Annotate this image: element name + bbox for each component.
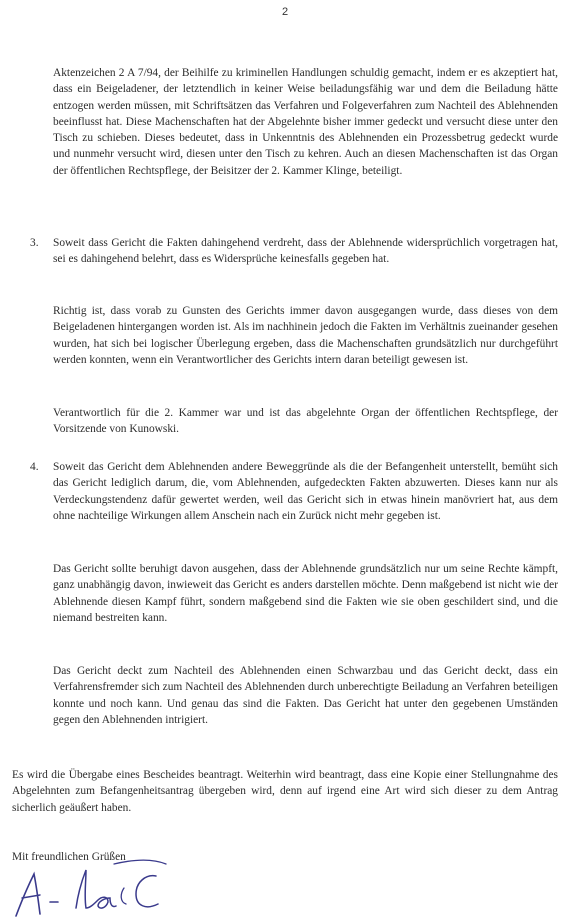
page-number: 2 [281,6,289,18]
paragraph-verantwortlich: Verantwortlich für die 2. Kammer war und ist das abgelehnte Organ der öffentlichen Rechtspflege, der Vorsitzende von Kunowski. [53,407,558,436]
item-3-text: Soweit dass Gericht die Fakten dahingehend verdreht, dass der Ablehnende widersprüchlich vorgetragen hat, sei es dahingehend belehrt, dass es Widersprüche keinesfalls gegeben hat. [53,237,558,266]
paragraph-intro: Aktenzeichen 2 A 7/94, der Beihilfe zu kriminellen Handlungen schuldig gemacht, indem er es akzeptiert hat, dass ein Beigeladener, der letztendlich in keiner Weise beiladungsfähig war und dem die Beiladung hätte entzogen werden müssen, mit Schriftsätzen das Verfahren und Folgeverfahren zum Nachteil des Ablehnenden beeinflusst hat. Diese Machenschaften hat der Abgelehnte bisher immer gedeckt und versucht diese unter den Tisch zu schieben. Dieses bedeutet, dass in Unkenntnis des Ablehnenden ein Prozessbetrug gedeckt wurde und nunmehr versucht wird, diesen unter den Tisch zu kehren. Auch an diesen Machenschaften ist das Organ der öffentlichen Rechtspflege, der Beisitzer der 2. Kammer Klinge, beteiligt. [53,67,558,177]
item-4-number: 4. [30,461,39,473]
item-4-text: Soweit das Gericht dem Ablehnenden andere Beweggründe als die der Befangenheit unterstellt, bemüht sich das Gericht lediglich darum, die, vom Ablehnenden, aufgedeckten Fakten abzuwerten. Dieses kann nur als Verdeckungstendenz dafür gewertet werden, weil das Gericht sich in etwas hinein manövriert hat, aus dem ohne nachteilige Wirkungen allem Anschein nach ein Zurück nicht mehr gegeben ist. [53,461,558,522]
paragraph-antrag: Es wird die Übergabe eines Bescheides beantragt. Weiterhin wird beantragt, dass eine Kopie einer Stellungnahme des Abgelehnten zum Befangenheitsantrag übergeben wird, denn auf irgend eine Art wird sich dieser zu dem Antrag sicherlich geäußert haben. [12,769,558,814]
paragraph-schwarzbau: Das Gericht deckt zum Nachteil des Ablehnenden einen Schwarzbau und das Gericht deckt, dass ein Verfahrensfremder sich zum Nachteil des Ablehnenden durch unberechtigte Beiladung an Verfahren beteiligen konnte und noch kann. Und genau das sind die Fakten. Das Gericht hat unter den gegebenen Umständen gegen den Ablehnenden intrigiert. [53,665,558,726]
handwritten-signature-icon [6,858,196,922]
closing-salutation: Mit freundlichen Grüßen [12,851,126,863]
signature-stroke-c [136,876,158,907]
item-3-number: 3. [30,237,39,249]
paragraph-richtig: Richtig ist, dass vorab zu Gunsten des Gerichts immer davon ausgegangen wurde, dass dieses von dem Beigeladenen hintergangen worden ist. Als im nachhinein jedoch die Fakten im Verhältnis zueinander gesehen wurden, hat sich bei logischer Überlegung ergeben, dass die Machenschaften grundsätzlich nur durchgeführt werden konnten, wenn ein Verantwortlicher des Gerichts intern daran beteiligt gewesen ist. [53,305,558,366]
signature-flourish [114,860,166,864]
signature-stroke-l [121,888,126,904]
paragraph-beruhigt: Das Gericht sollte beruhigt davon ausgehen, dass der Ablehnende grundsätzlich nur um seine Rechte kämpft, ganz unabhängig davon, inwieweit das Gericht es anders darstellen möchte. Denn maßgebend ist nicht wie der Ablehnende diesen Kampf führt, sondern maßgebend sind die Fakten wie sie oben geschildert sind, und die niemand bestreiten kann. [53,563,558,624]
signature-stroke-la [76,870,116,908]
